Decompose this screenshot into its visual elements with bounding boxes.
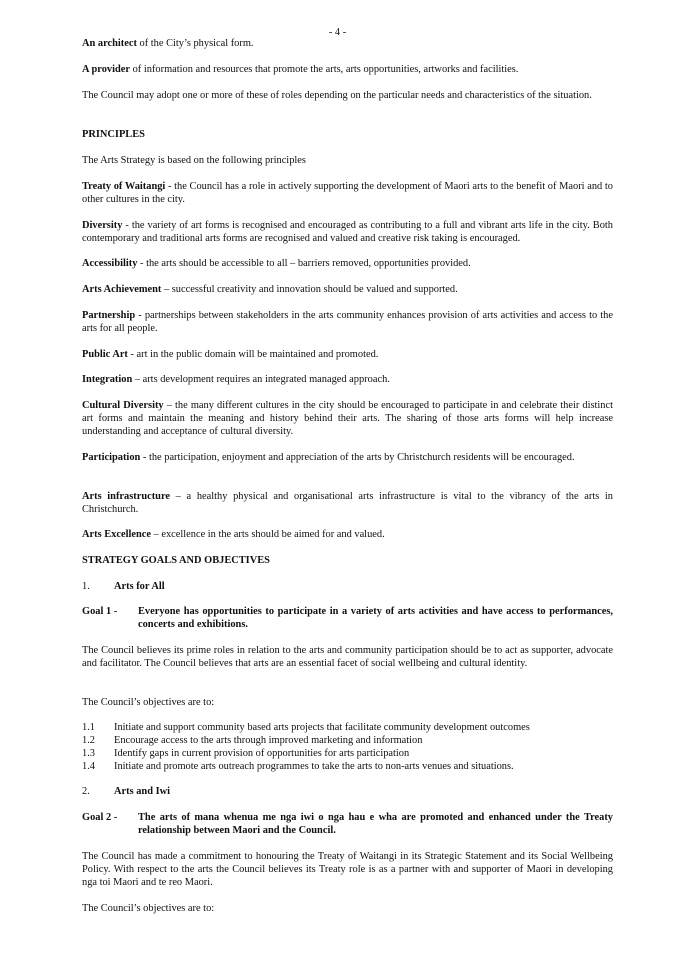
principle-item [82,529,613,542]
list-item [82,748,613,761]
section-number: 2. [82,786,90,797]
section-number: 1. [82,581,90,592]
principle-text: – the many different cultures in the city should be encouraged to participate in and celebrate their distinct art forms and maintain the meaning and history behind their arts. The sharing of those arts forms will help increase understanding and acceptance of cultural diversity. [82,400,613,437]
objectives-intro: The Council’s objectives are to: [82,903,215,914]
role-text: of the City’s physical form. [136,38,254,49]
principle-term: Cultural Diversity [82,400,164,411]
role-architect [82,38,613,51]
section-1-paragraph: The Council believes its prime roles in relation to the arts and community participation should be to act as supporter, advocate and facilitator. The Council believes that arts are an essential facet of social wellbeing and cultural identity. [82,645,613,669]
role-term: A provider [82,64,131,75]
principle-text: - the arts should be accessible to all – barriers removed, opportunities provided. [137,258,471,269]
section-2-paragraph: The Council has made a commitment to honouring the Treaty of Waitangi in its Strategic Statement and its Social Wellbeing Policy. With respect to the arts the Council believes its Treaty role is as a partner with and supporter of Maori in developing nga toi Maori and te reo Maori. [82,851,613,888]
principle-text: – excellence in the arts should be aimed for and valued. [150,529,385,540]
principle-term: Participation [82,452,141,463]
section-1-heading [82,581,613,594]
goal-text: The arts of mana whenua me nga iwi o nga hau e wha are promoted and enhanced under the Treaty relationship between Maori and the Council. [138,812,613,836]
principle-term: Treaty of Waitangi [82,181,166,192]
goal-2 [82,812,613,838]
role-term: An architect [82,38,137,49]
principle-text: - art in the public domain will be maintained and promoted. [127,349,379,360]
objectives-intro: The Council’s objectives are to: [82,697,215,708]
role-text: of information and resources that promote the arts, arts opportunities, artworks and facilities. [130,64,519,75]
principle-term: Arts Excellence [82,529,151,540]
heading-text: STRATEGY GOALS AND OBJECTIVES [82,555,270,566]
page-number: - 4 - [328,27,347,38]
principle-text: - partnerships between stakeholders in the arts community enhances provision of arts activities and access to the arts for all people. [82,310,613,334]
section-title: Arts for All [114,581,165,592]
item-text: Identify gaps in current provision of opportunities for arts participation [114,747,410,759]
principle-term: Arts infrastructure [82,491,171,502]
principle-item [82,349,613,362]
roles-note: The Council may adopt one or more of these of roles depending on the particular needs and characteristics of the situation. [82,90,592,101]
item-number: 1.3 [82,747,95,759]
goal-1 [82,606,613,632]
item-text: Initiate and support community based arts projects that facilitate community development outcomes [114,722,530,733]
principle-term: Arts Achievement [82,284,162,295]
section-title: Arts and Iwi [114,786,171,797]
principle-text: - the variety of art forms is recognised and encouraged as contributing to a full and vibrant arts life in the city. Both contemporary and traditional arts forms are recognised and valued and creative risk taking is encouraged. [82,220,613,244]
principle-item [82,181,613,207]
principle-text: - the participation, enjoyment and appreciation of the arts by Christchurch residents will be encouraged. [140,452,575,463]
role-provider [82,64,613,77]
list-item [82,735,613,748]
principle-item [82,310,613,336]
heading-text: PRINCIPLES [82,129,145,140]
principle-text: – successful creativity and innovation should be valued and supported. [161,284,458,295]
item-text: Encourage access to the arts through improved marketing and information [114,734,423,746]
item-text: Initiate and promote arts outreach programmes to take the arts to non-arts venues and situations. [114,760,514,772]
principle-item [82,258,613,271]
principle-term: Integration [82,374,133,385]
principle-item [82,284,613,297]
principle-item [82,400,613,439]
principles-intro: The Arts Strategy is based on the following principles [82,155,306,166]
principle-text: – a healthy physical and organisational arts infrastructure is vital to the vibrancy of the arts in Christchurch. [82,491,613,515]
item-number: 1.2 [82,734,95,746]
goal-text: Everyone has opportunities to participate in a variety of arts activities and have access to performances, concerts and exhibitions. [138,606,613,630]
list-item [82,722,613,735]
principle-term: Public Art [82,349,128,360]
principle-item [82,452,613,465]
principle-item [82,374,613,387]
principle-text: - the Council has a role in actively supporting the development of Maori arts to the benefit of Maori and to other cultures in the city. [82,181,613,205]
objectives-list [82,722,613,774]
goals-heading [82,555,270,568]
section-2-heading [82,786,613,799]
principle-item [82,220,613,246]
principle-term: Diversity [82,220,123,231]
principles-heading [82,129,145,142]
goal-label: Goal 2 - [82,812,118,823]
principle-text: – arts development requires an integrated managed approach. [132,374,390,385]
principle-item [82,491,613,517]
item-number: 1.4 [82,760,95,772]
principle-term: Partnership [82,310,136,321]
principle-term: Accessibility [82,258,138,269]
goal-label: Goal 1 - [82,606,118,617]
item-number: 1.1 [82,722,95,733]
list-item [82,761,613,774]
